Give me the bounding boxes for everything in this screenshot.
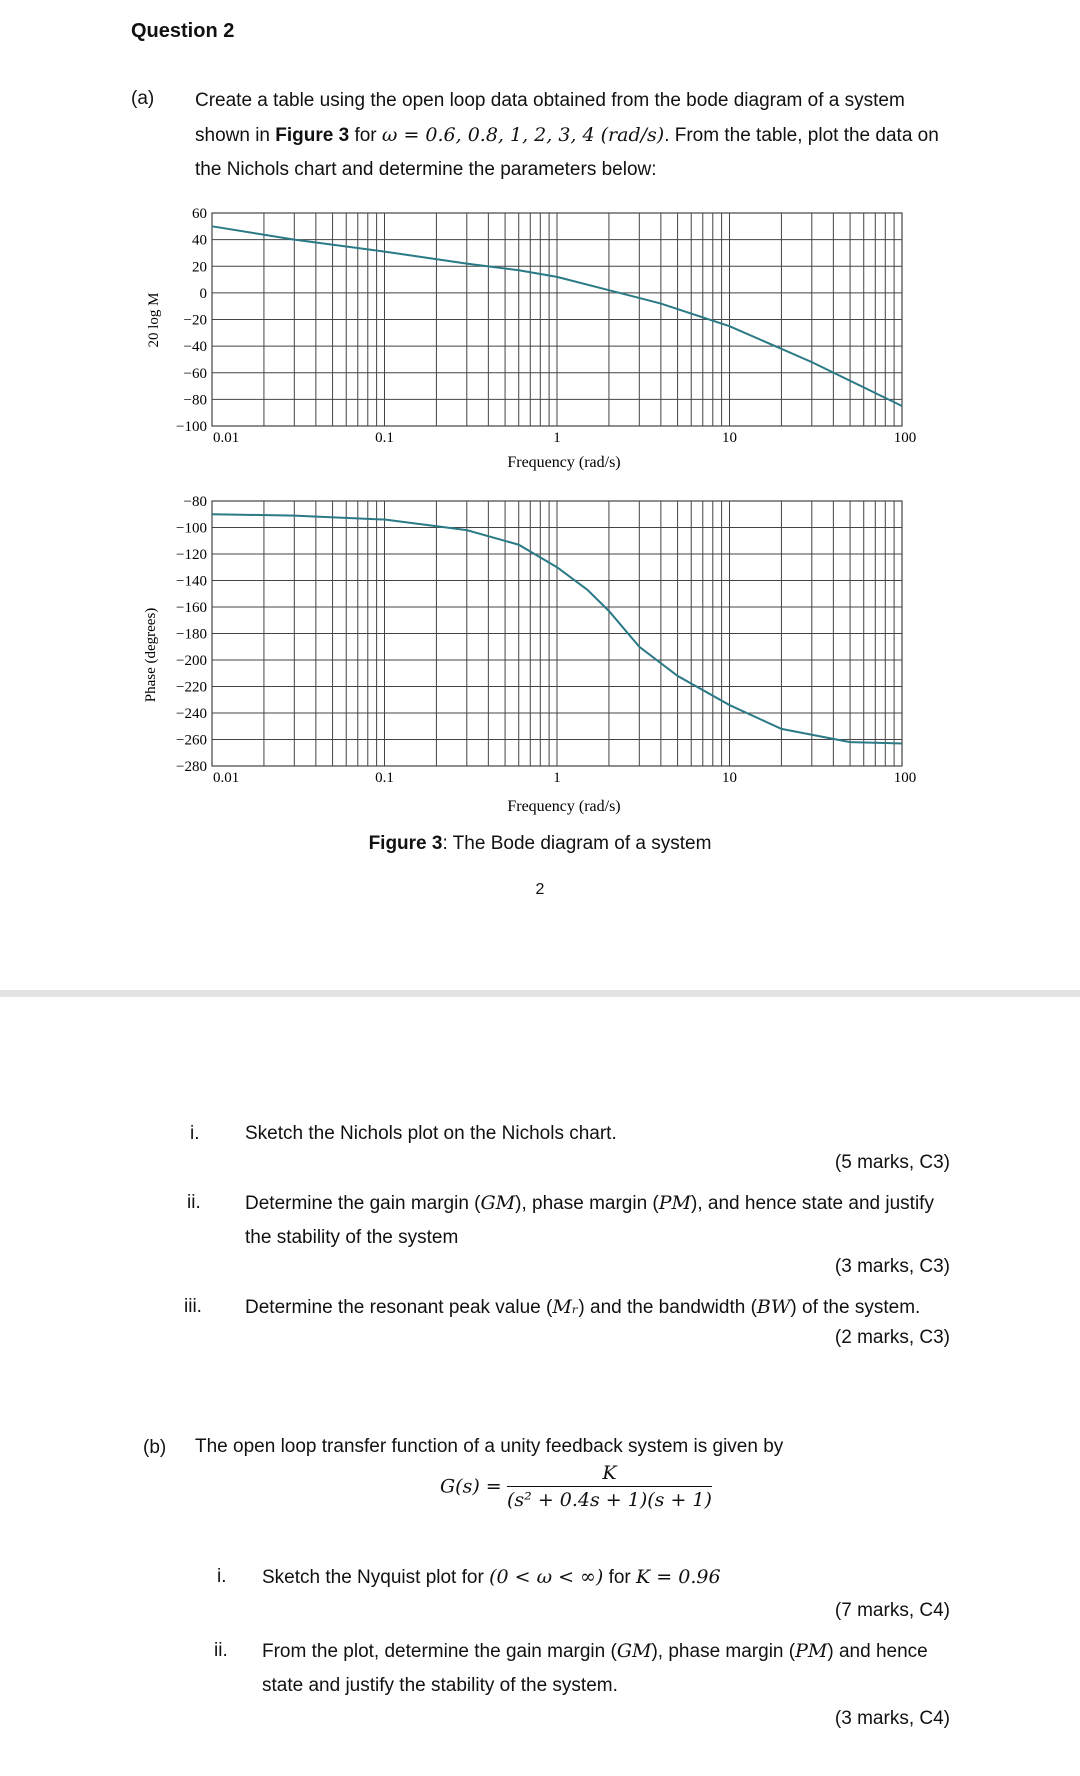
magnitude-y-axis-label: 20 log M [146,292,162,348]
item-a-ii-text: Determine the gain margin (GM), phase margin (PM), and hence state and justify the stability of the system [245,1192,934,1248]
x-tick-label: 1 [553,430,561,446]
item-b-i-text: Sketch the Nyquist plot for (0 < ω < ∞) for K = 0.96 [262,1566,721,1588]
x-tick-label: 100 [893,770,917,786]
item-b-ii-marks: (3 marks, C4) [834,1708,950,1729]
transfer-function-denominator: (s² + 0.4s + 1)(s + 1) [507,1489,712,1511]
page-number: 2 [535,881,545,898]
item-a-i-marks: (5 marks, C3) [834,1152,950,1173]
x-tick-label: 10 [722,770,737,786]
item-a-ii-marks: (3 marks, C3) [834,1256,950,1277]
y-tick-label: −100 [176,520,207,537]
item-a-iii-number: iii. [184,1296,202,1317]
x-tick-label: 1 [553,770,561,786]
bode-magnitude-chart [130,200,920,480]
item-a-i-number: i. [190,1123,200,1144]
y-tick-label: −100 [176,419,207,435]
question-heading: Question 2 [131,20,235,42]
item-b-ii-number: ii. [214,1640,228,1661]
x-tick-label: 100 [893,430,917,446]
magnitude-grid [212,213,902,426]
item-a-iii-text: Determine the resonant peak value (Mᵣ) and the bandwidth (BW) of the system. [245,1296,921,1318]
x-tick-label: 0.1 [375,770,394,786]
phase-y-ticks [176,494,207,775]
item-b-i-marks: (7 marks, C4) [834,1600,950,1621]
part-a-label: (a) [131,88,155,109]
y-tick-label: −80 [183,392,207,409]
x-tick-label: 0.01 [213,770,240,786]
item-a-i-text: Sketch the Nichols plot on the Nichols chart. [245,1123,617,1144]
y-tick-label: −240 [176,706,207,722]
page-separator [0,990,1080,997]
y-tick-label: −120 [176,547,207,563]
y-tick-label: 40 [192,232,207,249]
magnitude-x-axis-label: Frequency (rad/s) [507,454,621,471]
x-tick-label: 0.01 [213,430,240,446]
y-tick-label: −80 [183,494,207,510]
y-tick-label: −220 [176,679,207,696]
y-tick-label: −20 [183,312,207,329]
phase-x-axis-label: Frequency (rad/s) [507,798,621,815]
magnitude-y-ticks [176,206,207,435]
magnitude-x-ticks [213,430,916,446]
item-a-iii-marks: (2 marks, C3) [834,1327,950,1348]
y-tick-label: 20 [192,259,207,276]
y-tick-label: −160 [176,600,207,616]
y-tick-label: 60 [192,206,207,222]
part-b-intro: The open loop transfer function of a unity feedback system is given by [195,1436,784,1457]
x-tick-label: 0.1 [375,430,394,446]
omega-values: ω = 0.6, 0.8, 1, 2, 3, 4 (rad/s) [381,124,665,146]
y-tick-label: −280 [176,759,207,775]
bode-phase-chart [130,490,920,820]
transfer-function-numerator: K [507,1462,712,1487]
part-a-line-1: Create a table using the open loop data obtained from the bode diagram of a system [195,90,905,111]
y-tick-label: −40 [183,339,207,356]
figure-caption: Figure 3: The Bode diagram of a system [368,833,712,854]
item-b-i-number: i. [217,1566,227,1587]
part-a-line-2: shown in Figure 3 for ω = 0.6, 0.8, 1, 2, 3, 4 (rad/s). From the table, plot the data on [195,124,939,146]
y-tick-label: 0 [199,285,207,302]
y-tick-label: −200 [176,653,207,669]
y-tick-label: −180 [176,626,207,643]
part-a-line-3: the Nichols chart and determine the parameters below: [195,159,657,180]
y-tick-label: −60 [183,365,207,382]
item-b-ii-text: From the plot, determine the gain margin (GM), phase margin (PM) and hence state and justify the stability of the system. [262,1640,928,1696]
transfer-function-lhs: G(s) = [440,1475,502,1498]
part-b-label: (b) [143,1437,167,1458]
transfer-function-fraction [507,1462,712,1511]
y-tick-label: −140 [176,573,207,590]
item-a-ii-number: ii. [187,1192,201,1213]
phase-grid [212,501,902,766]
phase-y-axis-label: Phase (degrees) [143,607,159,703]
x-tick-label: 10 [722,430,737,446]
transfer-function [440,1462,712,1511]
part-a-intro [195,84,975,187]
phase-x-ticks [213,770,916,786]
y-tick-label: −260 [176,732,207,749]
